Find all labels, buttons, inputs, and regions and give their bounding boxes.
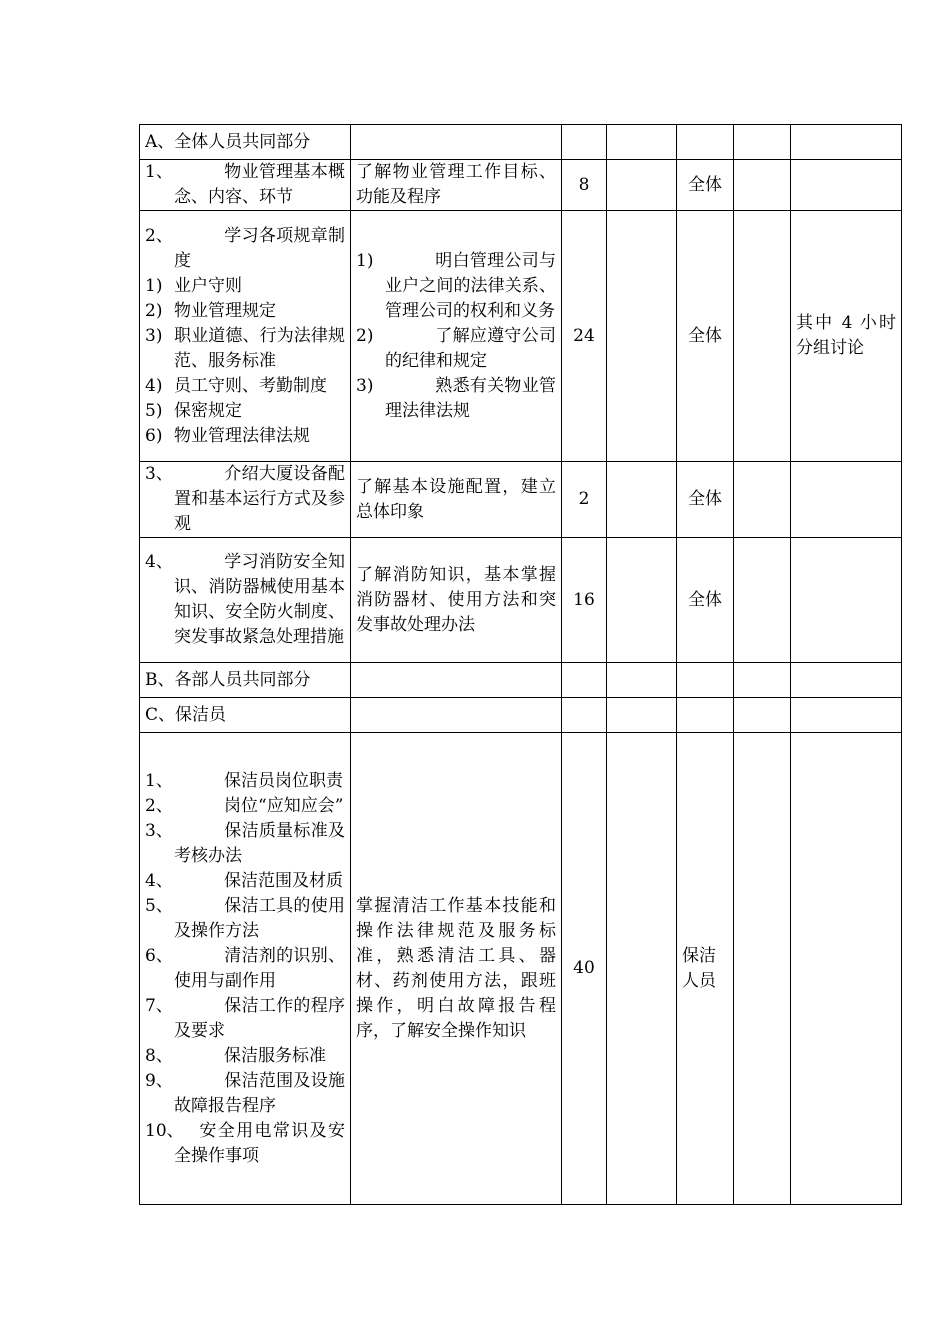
section-label: A、全体人员共同部分 bbox=[140, 125, 351, 160]
list-item: 1) 业户守则 bbox=[145, 275, 242, 296]
course-trainees: 保洁人员 bbox=[677, 733, 734, 1205]
course-row-1 bbox=[140, 160, 902, 211]
course-topic bbox=[140, 733, 351, 1205]
course-note bbox=[791, 462, 902, 538]
course-hours: 8 bbox=[562, 160, 607, 211]
course-goal: 了解消防知识，基本掌握消防器材、使用方法和突发事故处理办法 bbox=[351, 538, 562, 663]
course-goal: 了解物业管理工作目标、功能及程序 bbox=[351, 160, 562, 211]
course-goal: 了解基本设施配置，建立总体印象 bbox=[351, 462, 562, 538]
list-item: 4、 保洁范围及材质 bbox=[145, 870, 343, 891]
course-goal bbox=[351, 211, 562, 462]
list-item: 1、 保洁员岗位职责 bbox=[145, 770, 343, 791]
course-note bbox=[791, 733, 902, 1205]
course-topic: 2、 学习各项规章制度 1) 业户守则 2) 物业管理规定 3) 职业道德、行为法律规范、服务标准 4) 员工守则、考勤制度 5) 保密规定 6) 物业管理法律法规 bbox=[140, 211, 351, 462]
course-hours: 2 bbox=[562, 462, 607, 538]
course-trainees: 全体 bbox=[677, 462, 734, 538]
training-schedule-table bbox=[139, 124, 902, 1205]
course-hours: 24 bbox=[562, 211, 607, 462]
course-note bbox=[791, 538, 902, 663]
list-item: 6、 清洁剂的识别、使用与副作用 bbox=[145, 945, 345, 991]
list-item: 3、 保洁质量标准及考核办法 bbox=[145, 820, 345, 866]
section-row-c bbox=[140, 698, 902, 733]
list-item: 5、 保洁工具的使用及操作方法 bbox=[145, 895, 345, 941]
course-topic: 1、 物业管理基本概念、内容、环节 bbox=[140, 160, 351, 211]
list-item: 10、 安全用电常识及安全操作事项 bbox=[145, 1120, 345, 1166]
list-item: 7、 保洁工作的程序及要求 bbox=[145, 995, 345, 1041]
list-item: 2) 物业管理规定 bbox=[145, 300, 276, 321]
course-goal: 掌握清洁工作基本技能和操作法律规范及服务标准，熟悉清洁工具、器材、药剂使用方法，跟班操作，明白故障报告程序，了解安全操作知识 bbox=[351, 733, 562, 1205]
course-note bbox=[791, 160, 902, 211]
course-row-2 bbox=[140, 211, 902, 462]
list-item: 8、 保洁服务标准 bbox=[145, 1045, 326, 1066]
course-hours: 16 bbox=[562, 538, 607, 663]
section-row-b bbox=[140, 663, 902, 698]
course-trainees: 全体 bbox=[677, 211, 734, 462]
course-row-3 bbox=[140, 462, 902, 538]
list-item: 5) 保密规定 bbox=[145, 400, 242, 421]
course-row-4 bbox=[140, 538, 902, 663]
list-item: 3) 职业道德、行为法律规范、服务标准 bbox=[145, 325, 345, 371]
section-label: B、各部人员共同部分 bbox=[140, 663, 351, 698]
list-item: 1) 明白管理公司与业户之间的法律关系、管理公司的权利和义务 bbox=[356, 250, 556, 321]
course-topic: 4、 学习消防安全知识、消防器械使用基本知识、安全防火制度、突发事故紧急处理措施 bbox=[140, 538, 351, 663]
list-item: 4) 员工守则、考勤制度 bbox=[145, 375, 327, 396]
course-note: 其中 4 小时分组讨论 bbox=[791, 211, 902, 462]
list-item: 2、 岗位“应知应会” bbox=[145, 795, 344, 816]
course-trainees: 全体 bbox=[677, 160, 734, 211]
list-item: 6) 物业管理法律法规 bbox=[145, 425, 310, 446]
course-trainees: 全体 bbox=[677, 538, 734, 663]
section-row-a bbox=[140, 125, 902, 160]
list-item: 2) 了解应遵守公司的纪律和规定 bbox=[356, 325, 556, 371]
course-hours: 40 bbox=[562, 733, 607, 1205]
list-item: 9、 保洁范围及设施故障报告程序 bbox=[145, 1070, 345, 1116]
course-row-cleaner bbox=[140, 733, 902, 1205]
course-topic: 3、 介绍大厦设备配置和基本运行方式及参观 bbox=[140, 462, 351, 538]
section-label: C、保洁员 bbox=[140, 698, 351, 733]
list-item: 3) 熟悉有关物业管理法律法规 bbox=[356, 375, 556, 421]
